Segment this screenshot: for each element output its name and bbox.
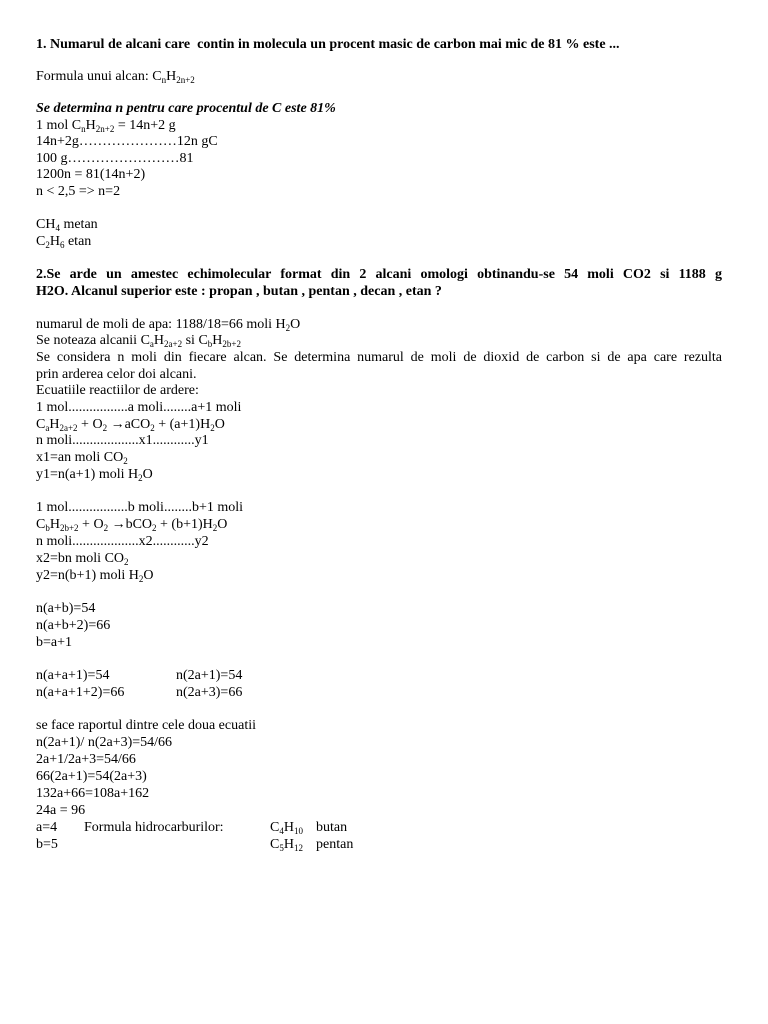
q2-sys1-right: n(2a+1)=54 — [176, 668, 243, 683]
q1-line5: n < 2,5 => n=2 — [36, 184, 121, 199]
q2-b-ratio: 1 mol.................b moli........b+1 moli — [36, 500, 244, 515]
q2-c5h12: $C_5H_{12}$ — [270, 837, 303, 853]
q2-sum1: n(a+b)=54 — [36, 601, 96, 616]
q2-res-butan: butan — [316, 820, 348, 835]
q2-c4h10: $C_4H_{10}$ — [270, 820, 303, 836]
q1-line4: 1200n = 81(14n+2) — [36, 167, 146, 182]
q1-ch4-name: metan — [59, 217, 98, 232]
q1-mol-value: = 14n+2 g — [114, 118, 176, 133]
q1-ch4-line: $CH_4$ metan — [36, 217, 98, 233]
q2-result-row1 — [36, 820, 436, 837]
q2-b-equation: $C_bH_{2b+2} + O_2 \to bCO_2 + (b+1)H_2O$ — [36, 517, 228, 533]
q2-a-y1: y1=n(a+1) moli H — [36, 467, 139, 482]
q1-formula-line — [36, 69, 195, 86]
q2-a-nmoli: n moli...................x1............y1 — [36, 433, 209, 448]
q2-sys2-left: n(a+a+1+2)=66 — [36, 685, 125, 700]
q1-mol-line — [36, 118, 176, 135]
q2-res-b: b=5 — [36, 837, 58, 852]
q2-b-nmoli: n moli...................x2............y2 — [36, 534, 209, 549]
q2-r2: 2a+1/2a+3=54/66 — [36, 752, 136, 767]
q2-b-x2-line: x2=bn moli $CO_2$ — [36, 551, 129, 567]
alkane-formula: $C_nH_{2n+2}$ — [152, 69, 195, 85]
q2-res-a: a=4 — [36, 820, 58, 835]
q2-consider-line1: Se considera n moli din fiecare alcan. Se determina numarul de moli de dioxid de carbon si de apa care rezulta — [36, 350, 722, 365]
q2-sum3: b=a+1 — [36, 635, 73, 650]
q2-r4: 132a+66=108a+162 — [36, 786, 150, 801]
q2-notation-prefix: Se noteaza alcanii — [36, 333, 141, 348]
q1-title: 1. Numarul de alcani care contin in molecula un procent masic de carbon mai mic de 81 % este ... — [36, 37, 620, 52]
q1-formula-label: Formula unui alcan: — [36, 69, 153, 84]
q1-heading: Se determina n pentru care procentul de C este 81% — [36, 101, 336, 116]
q2-result-row2 — [36, 837, 436, 854]
q2-b-y2-line: y2=n(b+1) moli $H_2O$ — [36, 568, 154, 584]
q2-reactions-title: Ecuatiile reactiilor de ardere: — [36, 383, 199, 398]
q2-r5: 24a = 96 — [36, 803, 86, 818]
q2-ratio-title: se face raportul dintre cele doua ecuatii — [36, 718, 256, 733]
q2-a-y1-line: y1=n(a+1) moli $H_2O$ — [36, 467, 153, 483]
q2-system-row2 — [36, 685, 336, 702]
q2-sys2-right: n(2a+3)=66 — [176, 685, 243, 700]
q2-consider-line2: prin arderea celor doi alcani. — [36, 367, 197, 382]
q2-water-line: numarul de moli de apa: 1188/18=66 moli $H_2O$ — [36, 317, 301, 333]
q1-mol-prefix: 1 mol — [36, 118, 72, 133]
q2-a-ratio: 1 mol.................a moli........a+1 moli — [36, 400, 242, 415]
q2-title-line1: 2.Se arde un amestec echimolecular format din 2 alcani omologi obtinandu-se 54 moli CO2 si 1188 g — [36, 267, 722, 282]
q2-sys1-left: n(a+a+1)=54 — [36, 668, 110, 683]
q2-res-formula-label: Formula hidrocarburilor: — [84, 820, 224, 835]
q2-r3: 66(2a+1)=54(2a+3) — [36, 769, 147, 784]
q2-system-row1 — [36, 668, 336, 685]
q2-res-pentan: pentan — [316, 837, 354, 852]
q2-a-x1-line: x1=an moli $CO_2$ — [36, 450, 128, 466]
q2-notation-line: Se noteaza alcanii $C_aH_{2a+2}$ si $C_bH_{2b+2}$ — [36, 333, 241, 349]
q2-a-equation: $C_aH_{2a+2} + O_2 \to aCO_2 + (a+1)H_2O$ — [36, 417, 225, 433]
q2-sum2: n(a+b+2)=66 — [36, 618, 111, 633]
q1-line2: 14n+2g…………………12n gC — [36, 134, 218, 149]
q2-b-y2: y2=n(b+1) moli H — [36, 568, 139, 583]
q2-a-x1: x1=an moli CO — [36, 450, 124, 465]
q2-r1: n(2a+1)/ n(2a+3)=54/66 — [36, 735, 173, 750]
q2-water-prefix: numarul de moli de apa: 1188/18=66 moli H — [36, 317, 286, 332]
q1-c2h6-name: etan — [64, 234, 92, 249]
q2-notation-mid: si — [182, 333, 199, 348]
q2-b-x2: x2=bn moli CO — [36, 551, 125, 566]
q1-line3: 100 g……………………81 — [36, 151, 194, 166]
q1-c2h6-line: $C_2H_6$ etan — [36, 234, 92, 250]
q2-title-line2: H2O. Alcanul superior este : propan , butan , pentan , decan , etan ? — [36, 284, 442, 299]
alkane-formula-2: $C_nH_{2n+2}$ — [71, 118, 115, 134]
